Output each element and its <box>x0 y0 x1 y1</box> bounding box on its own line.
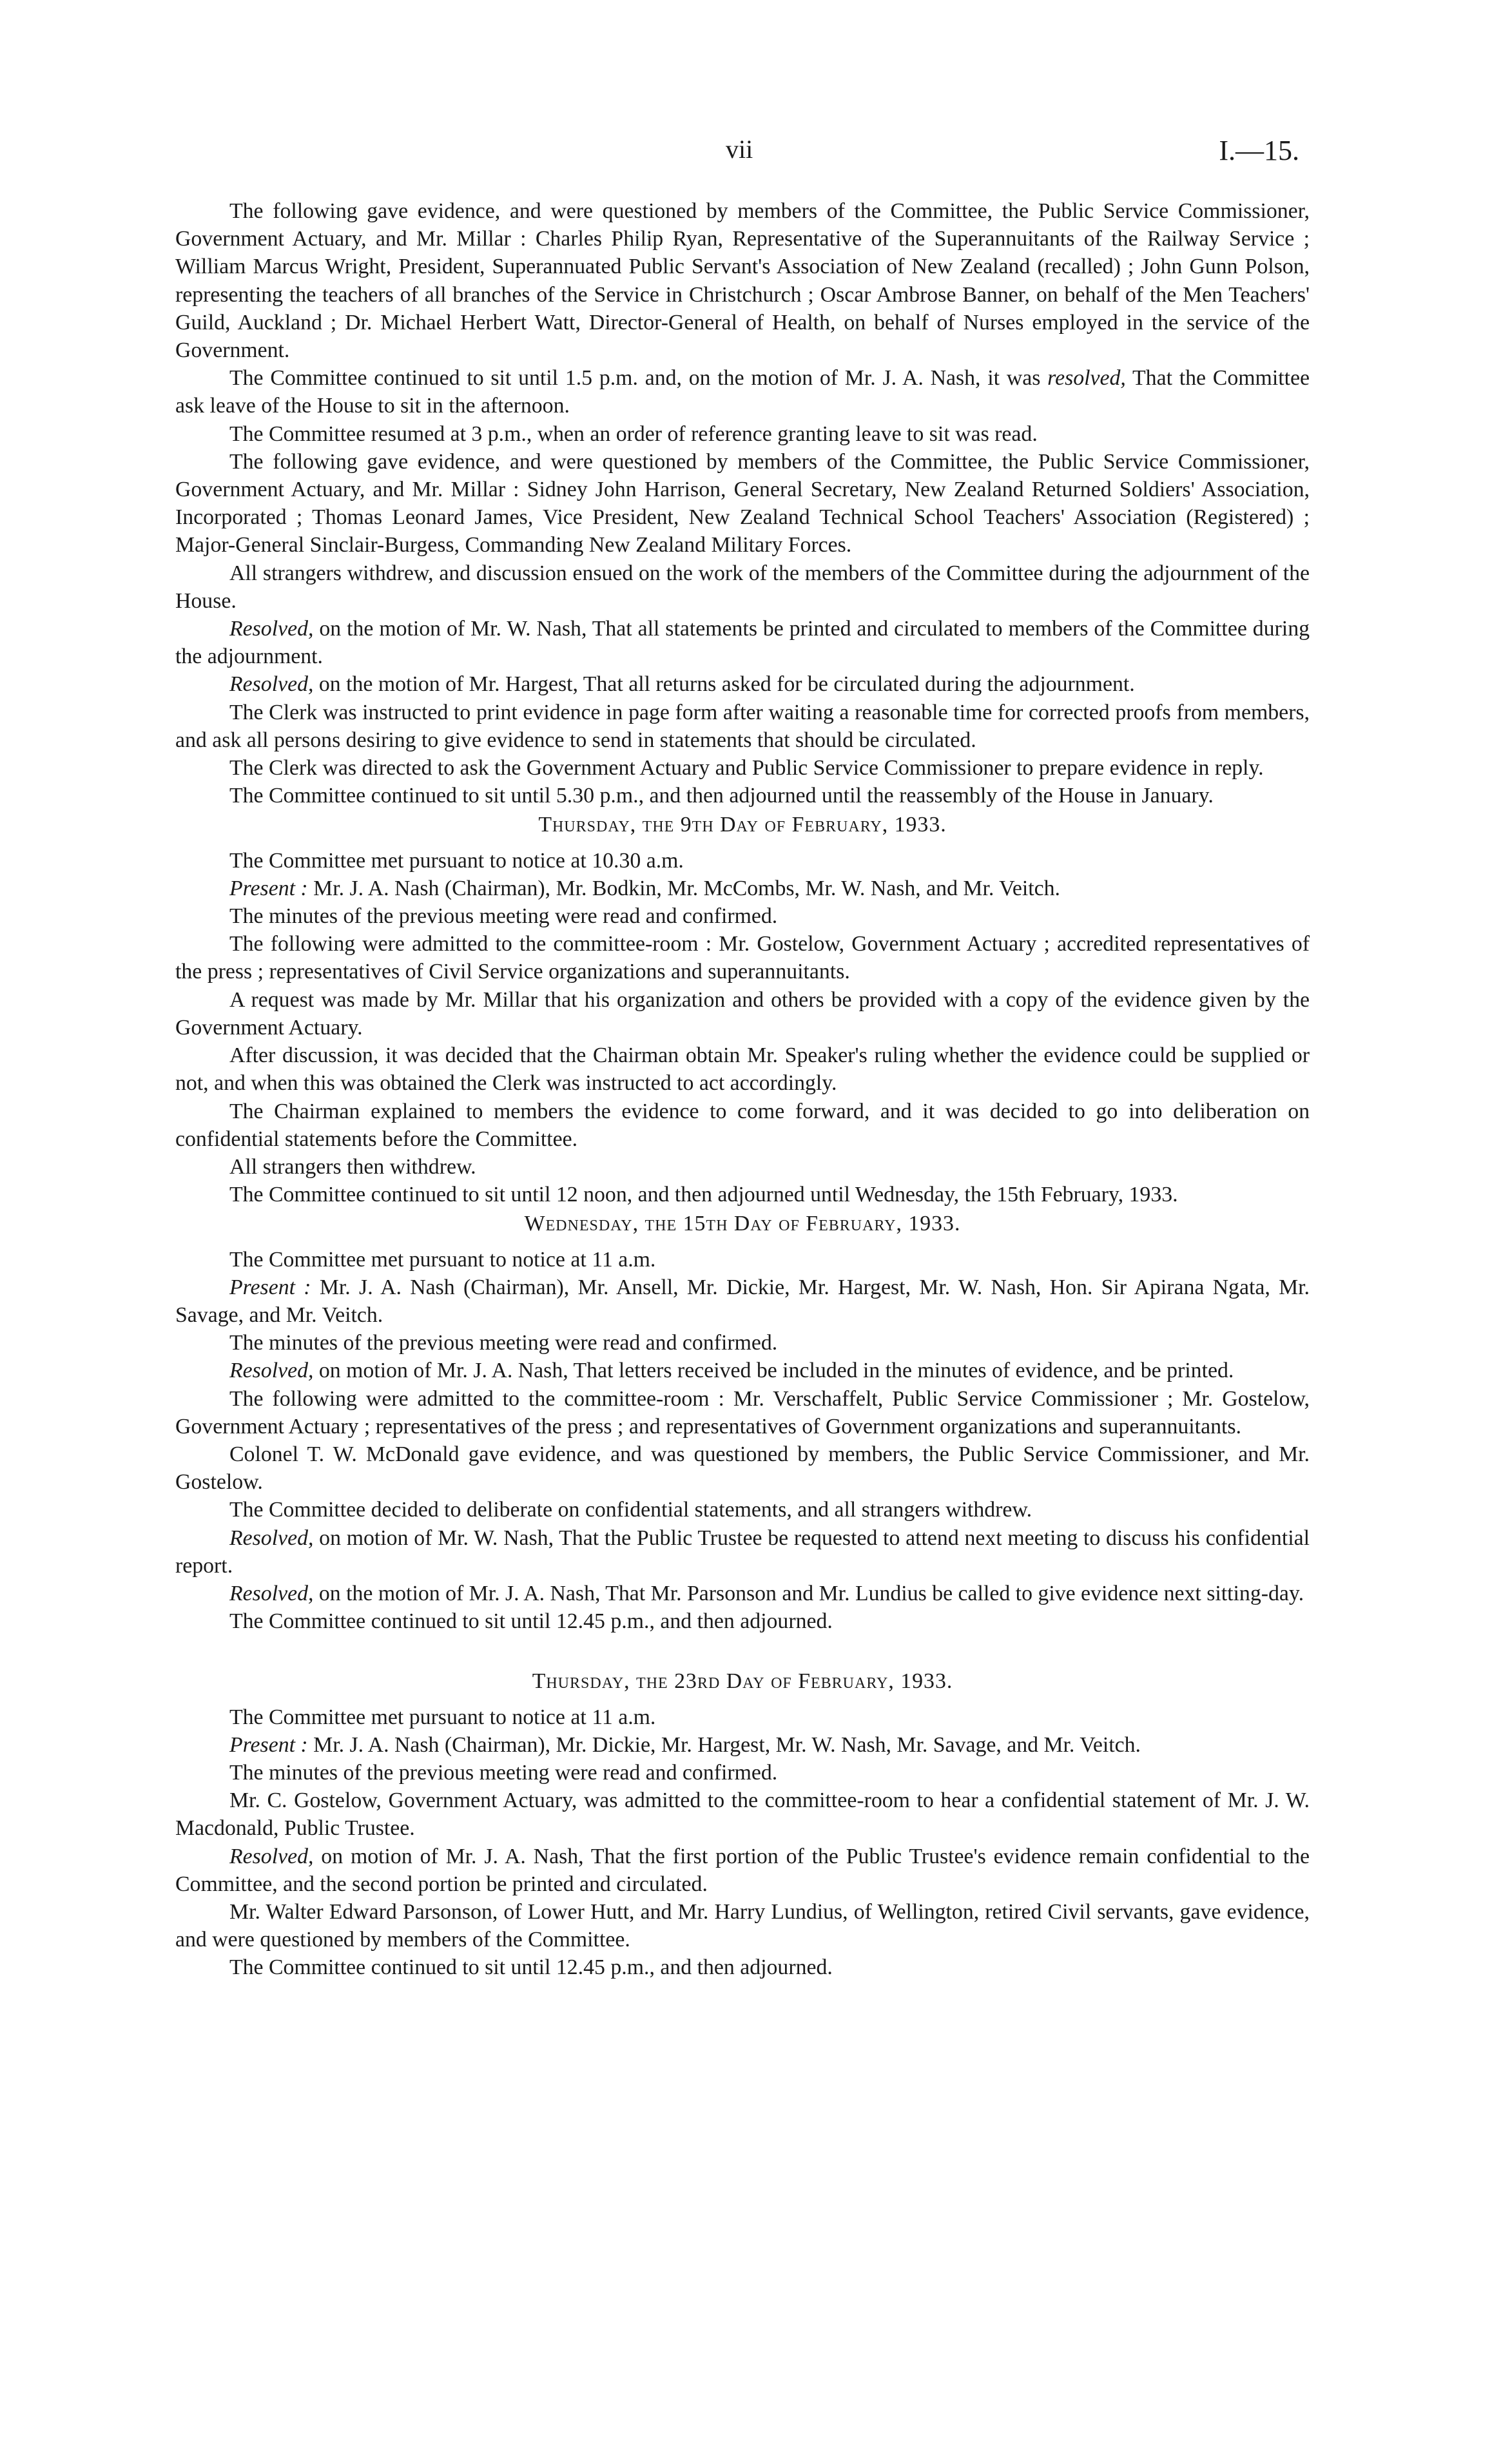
resolution: Resolved, on the motion of Mr. Hargest, That all returns asked for be circulated during the adjournment. <box>229 672 1135 697</box>
paragraph: The Committee decided to deliberate on confidential statements, and all strangers withdrew. <box>229 1498 1032 1522</box>
resolution: Resolved, on motion of Mr. J. A. Nash, That the first portion of the Public Trustee's evidence remain confidential to the Committee, and the second portion be printed and circulated. <box>175 1844 1310 1896</box>
paragraph: The following were admitted to the committee-room : Mr. Gostelow, Government Actuary ; accredited representatives of the press ; representatives of Civil Service organizations and superannuitants. <box>175 932 1310 984</box>
resolution: Resolved, on the motion of Mr. J. A. Nash, That Mr. Parsonson and Mr. Lundius be called to give evidence next sitting-day. <box>229 1581 1304 1605</box>
paragraph: The minutes of the previous meeting were read and confirmed. <box>229 1760 778 1785</box>
paragraph: The Committee continued to sit until 12.45 p.m., and then adjourned. <box>229 1955 833 1980</box>
paragraph: A request was made by Mr. Millar that his organization and others be provided with a copy of the evidence given by the Government Actuary. <box>175 987 1310 1040</box>
paragraph: All strangers then withdrew. <box>229 1154 476 1179</box>
paragraph: Colonel T. W. McDonald gave evidence, and was questioned by members, the Public Service Commissioner, and Mr. Gostelow. <box>175 1442 1310 1495</box>
minutes-body <box>175 197 1310 1982</box>
paragraph: The Committee resumed at 3 p.m., when an order of reference granting leave to sit was read. <box>229 422 1038 446</box>
paragraph: Mr. Walter Edward Parsonson, of Lower Hutt, and Mr. Harry Lundius, of Wellington, retired Civil servants, gave evidence, and were questioned by members of the Committee. <box>175 1899 1310 1952</box>
paragraph: The minutes of the previous meeting were read and confirmed. <box>229 1331 778 1355</box>
page-header <box>0 134 1512 173</box>
document-reference: I.—15. <box>1219 135 1299 166</box>
paragraph: Mr. C. Gostelow, Government Actuary, was admitted to the committee-room to hear a confidential statement of Mr. J. W. Macdonald, Public Trustee. <box>175 1788 1310 1841</box>
paragraph: The Committee met pursuant to notice at 10.30 a.m. <box>229 848 684 873</box>
paragraph: The Committee continued to sit until 12.45 p.m., and then adjourned. <box>229 1609 833 1634</box>
paragraph: The Committee met pursuant to notice at 11 a.m. <box>229 1247 656 1272</box>
paragraph: The following gave evidence, and were questioned by members of the Committee, the Public Service Commissioner, Government Actuary, and Mr. Millar : Charles Philip Ryan, Representative of the Superannuitants of the Railway Service ; William Marcus Wright, President, Superannuated Public Servant's Association of New Zealand (recalled) ; John Gunn Polson, representing the teachers of all branches of the Service in Christchurch ; Oscar Ambrose Banner, on behalf of the Men Teachers' Guild, Auckland ; Dr. Michael Herbert Watt, Director-General of Health, on behalf of Nurses employed in the service of the Government. <box>175 199 1310 363</box>
paragraph: The Committee continued to sit until 12 noon, and then adjourned until Wednesday, the 15th February, 1933. <box>229 1183 1178 1207</box>
spacer <box>175 1635 1310 1666</box>
attendance: Present : Mr. J. A. Nash (Chairman), Mr. Dickie, Mr. Hargest, Mr. W. Nash, Mr. Savage, and Mr. Veitch. <box>229 1732 1141 1757</box>
paragraph: The Clerk was instructed to print evidence in page form after waiting a reasonable time for corrected proofs from members, and ask all persons desiring to give evidence to send in statements that should be circulated. <box>175 700 1310 752</box>
paragraph: All strangers withdrew, and discussion ensued on the work of the members of the Committee during the adjournment of the House. <box>175 561 1310 613</box>
paragraph: The Clerk was directed to ask the Government Actuary and Public Service Commissioner to prepare evidence in reply. <box>229 756 1264 780</box>
section-heading: Wednesday, the 15th Day of February, 1933. <box>524 1212 961 1236</box>
resolution: Resolved, on the motion of Mr. W. Nash, That all statements be printed and circulated to members of the Committee during the adjournment. <box>175 617 1310 669</box>
resolution: Resolved, on motion of Mr. W. Nash, That the Public Trustee be requested to attend next meeting to discuss his confidential report. <box>175 1526 1310 1578</box>
paragraph: The Committee continued to sit until 5.30 p.m., and then adjourned until the reassembly of the House in January. <box>229 784 1214 808</box>
attendance: Present : Mr. J. A. Nash (Chairman), Mr. Ansell, Mr. Dickie, Mr. Hargest, Mr. W. Nash, Hon. Sir Apirana Ngata, Mr. Savage, and Mr. Veitch. <box>175 1275 1310 1327</box>
page-number: vii <box>726 135 753 164</box>
paragraph: The following gave evidence, and were questioned by members of the Committee, the Public Service Commissioner, Government Actuary, and Mr. Millar : Sidney John Harrison, General Secretary, New Zealand Returned Soldiers' Association, Incorporated ; Thomas Leonard James, Vice President, New Zealand Technical School Teachers' Association (Registered) ; Major-General Sinclair-Burgess, Commanding New Zealand Military Forces. <box>175 449 1310 557</box>
section-heading: Thursday, the 23rd Day of February, 1933. <box>532 1669 953 1694</box>
resolution: Resolved, on motion of Mr. J. A. Nash, That letters received be included in the minutes of evidence, and be printed. <box>229 1359 1234 1383</box>
paragraph: The minutes of the previous meeting were read and confirmed. <box>229 904 778 929</box>
section-heading: Thursday, the 9th Day of February, 1933. <box>538 813 947 837</box>
paragraph: The Committee met pursuant to notice at 11 a.m. <box>229 1705 656 1729</box>
attendance: Present : Mr. J. A. Nash (Chairman), Mr. Bodkin, Mr. McCombs, Mr. W. Nash, and Mr. Veitch. <box>229 876 1060 900</box>
paragraph: The Committee continued to sit until 1.5 p.m. and, on the motion of Mr. J. A. Nash, it was resolved, That the Committee ask leave of the House to sit in the afternoon. <box>175 366 1310 418</box>
paragraph: The Chairman explained to members the evidence to come forward, and it was decided to go into deliberation on confidential statements before the Committee. <box>175 1099 1310 1151</box>
paragraph: After discussion, it was decided that the Chairman obtain Mr. Speaker's ruling whether the evidence could be supplied or not, and when this was obtained the Clerk was instructed to act accordingly. <box>175 1043 1310 1096</box>
paragraph: The following were admitted to the committee-room : Mr. Verschaffelt, Public Service Commissioner ; Mr. Gostelow, Government Actuary ; representatives of the press ; and representatives of Government organizations and superannuitants. <box>175 1386 1310 1439</box>
